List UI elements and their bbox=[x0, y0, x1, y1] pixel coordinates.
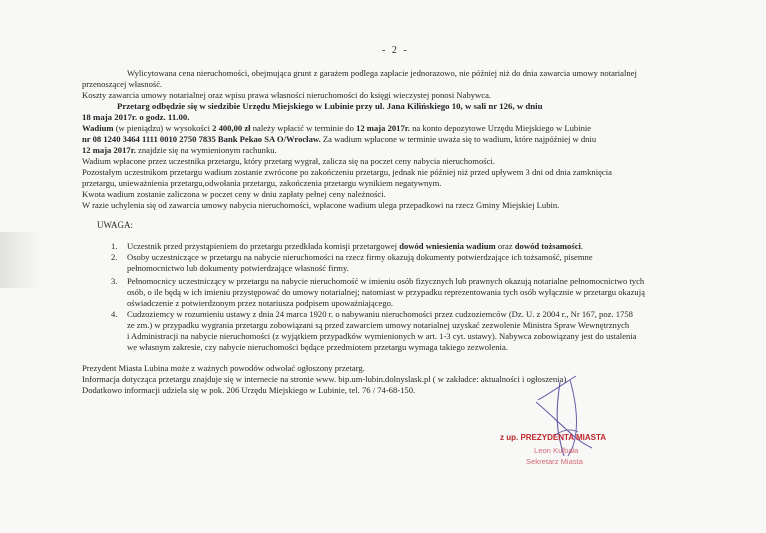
deposit-paragraph-line2 bbox=[82, 134, 596, 144]
deposit-forfeit-paragraph: W razie uchylenia się od zawarcia umowy nabycia nieruchomości, wpłacone wadium ulega przepadkowi na rzecz Gminy Miejskiej Lubin. bbox=[82, 200, 560, 210]
deposit-winner-paragraph: Wadium wpłacone przez uczestnika przetargu, który przetarg wygrał, zalicza się na poczet ceny nabycia nieruchomości. bbox=[82, 156, 495, 166]
price-paragraph-line1: Wylicytowana cena nieruchomości, obejmująca grunt z garażem podlega zapłacie jednorazowo, nie później niż do dnia zawarcia umowy notarialnej bbox=[127, 68, 637, 78]
bank-account: nr 08 1240 3464 1111 0010 2750 7835 Bank Pekao SA O/Wrocław. bbox=[82, 134, 321, 144]
notice-item2-number: 2. bbox=[111, 252, 118, 262]
notice-item1-period: . bbox=[580, 241, 584, 251]
notice-item4-line3: i Administracji na nabycie nieruchomości (z wyjątkiem przypadków wymienionych w art. 1-3 cyt. ustawy). Nabywca zobowiązany jest do ustalenia bbox=[127, 331, 637, 341]
deposit-credit-paragraph: Kwota wadium zostanie zaliczona w poczet ceny w dniu zapłaty pełnej ceny należności. bbox=[82, 189, 386, 199]
notice-item1-deposit-proof: dowód wniesienia wadium bbox=[399, 241, 496, 251]
notice-item2-line1: Osoby uczestniczące w przetargu na nabycie nieruchomości na rzecz firmy okazują dokumenty potwierdzające ich tożsamość, pisemne bbox=[127, 252, 593, 262]
deposit-account-note: znajdzie się na wymienionym rachunku. bbox=[138, 145, 277, 155]
page-number: - 2 - bbox=[382, 45, 409, 56]
stamp-name: Leon Kulbała bbox=[534, 446, 579, 455]
footer-cancellation-note: Prezydent Miasta Lubina może z ważnych powodów odwołać ogłoszony przetarg. bbox=[82, 363, 365, 373]
notice-item4-line1: Cudzoziemcy w rozumieniu ustawy z dnia 24 marca 1920 r. o nabywaniu nieruchomości przez cudzoziemców (Dz. U. z 2004 r., Nr 167, poz. 1758 bbox=[127, 309, 633, 319]
notice-item3-number: 3. bbox=[111, 276, 118, 286]
costs-paragraph: Koszty zawarcia umowy notarialnej oraz wpisu prawa własności nieruchomości do księgi wieczystej ponosi Nabywca. bbox=[82, 90, 492, 100]
notice-item4-line4: we własnym zakresie, czy nabycie nieruchomości będące przedmiotem przetargu wymaga takiego zezwolenia. bbox=[127, 342, 508, 352]
deposit-amount-label: w wysokości bbox=[165, 123, 210, 133]
scan-edge-mark bbox=[0, 232, 40, 288]
deposit-rule: Za wadium wpłacone w terminie uważa się to wadium, które najpóźniej w dniu bbox=[322, 134, 597, 144]
deposit-label: Wadium bbox=[82, 123, 114, 133]
deposit-return-line2: przetargu, unieważnienia przetargu,odwołania przetargu, zakończenia przetargu wynikiem negatywnym. bbox=[82, 178, 442, 188]
notice-item3-line3: oświadczenie z potwierdzonym przez notariusza podpisem upoważniającego. bbox=[127, 298, 394, 308]
deposit-deadline: 12 maja 2017r. bbox=[356, 123, 410, 133]
auction-venue-line2: 18 maja 2017r. o godz. 11.00. bbox=[82, 112, 190, 122]
deposit-paragraph-line3 bbox=[82, 145, 277, 155]
stamp-title: z up. PREZYDENTA MIASTA bbox=[500, 433, 607, 442]
auction-venue-line1: Przetarg odbędzie się w siedzibie Urzędu Miejskiego w Lubinie przy ul. Jana Kilińskiego 10, w sali nr 126, w dniu bbox=[117, 101, 543, 111]
notice-item1-text: Uczestnik przed przystąpieniem do przetargu przedkłada komisji przetargowej bbox=[127, 241, 398, 251]
notice-heading: UWAGA: bbox=[97, 220, 133, 230]
deposit-paragraph-line1 bbox=[82, 123, 591, 133]
notice-item2-line2: pełnomocnictwo lub dokumenty potwierdzające własność firmy. bbox=[127, 263, 349, 273]
notice-item1-and: oraz bbox=[497, 241, 513, 251]
deposit-amount: 2 400,00 zł bbox=[212, 123, 251, 133]
deposit-deadline-label: należy wpłacić w terminie do bbox=[252, 123, 354, 133]
deposit-account-label: na konto depozytowe Urzędu Miejskiego w Lubinie bbox=[412, 123, 592, 133]
notice-item4-line2: ze zm.) w przypadku wygrania przetargu zobowiązani są przed zawarciem umowy notarialnej uzyskać zezwolenie Ministra Spraw Wewnętrznych bbox=[127, 320, 630, 330]
deposit-final-date: 12 maja 2017r. bbox=[82, 145, 136, 155]
footer-contact-note: Dodatkowo informacji udziela się w pok. 206 Urzędu Miejskiego w Lubinie, tel. 76 / 74-68-150. bbox=[82, 385, 416, 395]
price-paragraph-line2: przenoszącej własność. bbox=[82, 79, 163, 89]
deposit-return-line1: Pozostałym uczestnikom przetargu wadium zostanie zwrócone po zakończeniu przetargu, jednak nie później niż przed upływem 3 dni od dnia zamknięcia bbox=[82, 167, 612, 177]
notice-item3-line2: osób, o ile będą w ich imieniu przystępować do umowy notarialnej; natomiast w przypadku reprezentowania tych osób wyłącznie w przetargu okazują bbox=[127, 287, 645, 297]
stamp-position: Sekretarz Miasta bbox=[526, 457, 583, 466]
notice-item1-id-proof: dowód tożsamości bbox=[514, 241, 581, 251]
footer-website-note: Informacja dotycząca przetargu znajduje się w internecie na stronie www. bip.um-lubin.dolnyslask.pl ( w zakładce: aktualności i ogłoszenia). bbox=[82, 374, 569, 384]
notice-item1-number: 1. bbox=[111, 241, 118, 251]
notice-item1 bbox=[127, 241, 583, 251]
notice-item3-line1: Pełnomocnicy uczestniczący w przetargu na nabycie nieruchomość w imieniu osób fizycznych lub prawnych okazują notarialne pełnomocnictwo tych bbox=[127, 276, 645, 286]
notice-item4-number: 4. bbox=[111, 309, 118, 319]
deposit-form: (w pieniądzu) bbox=[115, 123, 164, 133]
